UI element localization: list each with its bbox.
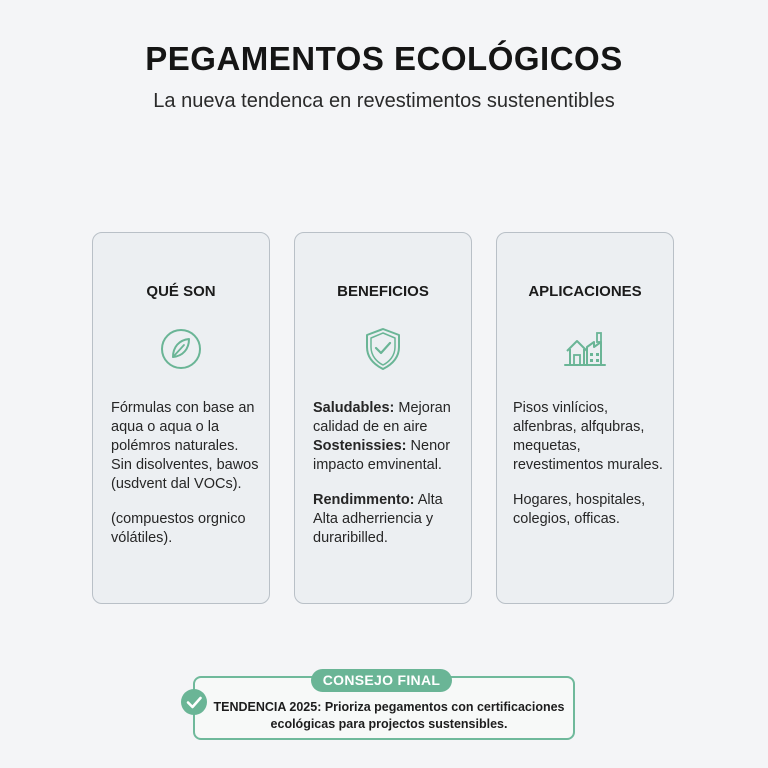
card-title: QUÉ SON xyxy=(146,283,216,300)
leaf-icon xyxy=(157,325,205,373)
benefit-label: Rendimmento: xyxy=(313,492,415,508)
tip-line-2: ecológicas para projectos sustensibles. xyxy=(270,717,508,731)
card-aplicaciones xyxy=(496,232,674,604)
shield-check-icon xyxy=(359,325,407,373)
card-title: APLICACIONES xyxy=(528,283,642,300)
check-circle-icon xyxy=(180,688,208,716)
tip-line-1: TENDENCIA 2025: Prioriza pegamentos con certificaciones xyxy=(213,700,565,714)
buildings-icon xyxy=(561,325,609,373)
benefit-label: Saludables: xyxy=(313,400,395,416)
benefit-item xyxy=(313,437,463,475)
card-paragraph: (compuestos orgnico vólátiles). xyxy=(111,511,246,546)
page-subtitle: La nueva tendenca en revestimentos sustenentibles xyxy=(153,90,615,112)
benefit-label: Sostenissies: xyxy=(313,438,407,454)
card-title: BENEFICIOS xyxy=(337,283,429,300)
card-que-son xyxy=(92,232,270,604)
card-beneficios xyxy=(294,232,472,604)
card-paragraph: Fórmulas con base an aqua o aqua o la polémros naturales. Sin disolventes, bawos (usdvent dal VOCs). xyxy=(111,400,259,492)
card-paragraph: Hogares, hospitales, colegios, officas. xyxy=(513,492,646,527)
tip-text xyxy=(206,699,572,733)
page-title: PEGAMENTOS ECOLÓGICOS xyxy=(145,40,623,77)
benefit-text: Nenor impacto emvinental. xyxy=(313,438,451,473)
card-body xyxy=(513,399,671,545)
benefit-item xyxy=(313,491,463,548)
card-paragraph: Pisos vinlícios, alfenbras, alfqubras, mequetas, revestimentos murales. xyxy=(513,400,663,473)
benefit-item xyxy=(313,399,463,437)
tip-label: CONSEJO FINAL xyxy=(311,669,452,692)
card-body xyxy=(313,399,463,564)
benefit-text: Alta Alta adherriencia y duraribilled. xyxy=(313,492,443,546)
card-body xyxy=(111,399,261,564)
benefit-text: Mejoran calidad de en aire xyxy=(313,400,451,435)
